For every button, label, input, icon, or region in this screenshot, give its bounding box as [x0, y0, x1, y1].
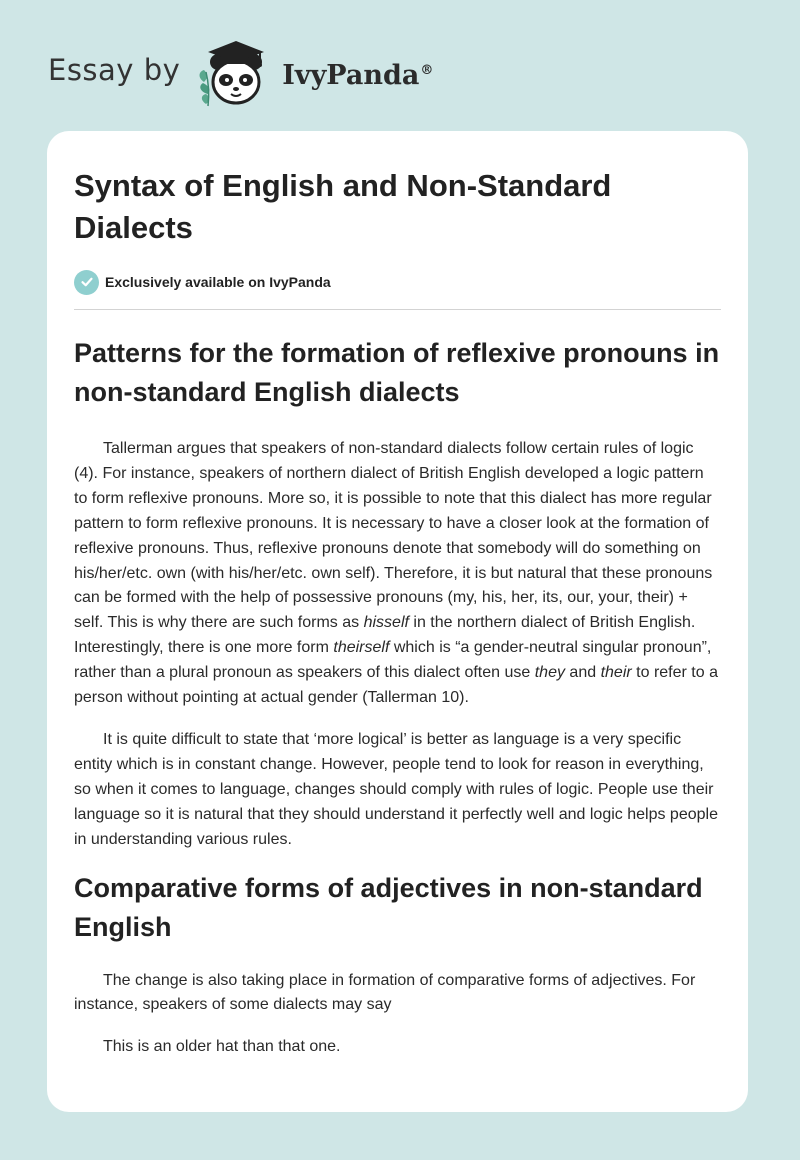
example-sentence	[74, 1035, 721, 1060]
title-divider	[74, 309, 721, 310]
text-run: This is an older hat than that one.	[103, 1038, 341, 1056]
text-run: Tallerman argues that speakers of non-standard dialects follow certain rules of logic (4). For instance, speakers of northern dialect of British English developed a logic pattern to form reflexive pronouns. More so, it is possible to note that this dialect has more regular pattern to form reflexive pronouns. It is necessary to have a closer look at the formation of reflexive pronouns. Thus, reflexive pronouns denote that somebody will do something on his/her/etc. own (with his/her/etc. own self). Therefore, it is but natural that these pronouns can be formed with the help of possessive pronouns (my, his, her, its, our, your, their) + self. This is why there are such forms as	[74, 440, 713, 632]
article-title: Syntax of English and Non-Standard Dialects	[74, 168, 612, 245]
italic-term: theirself	[333, 639, 390, 657]
text-run: The change is also taking place in formation of comparative forms of adjectives. For instance, speakers of some dialects may say	[74, 971, 696, 1014]
article-card	[47, 131, 748, 1112]
brand-prefix: Essay by	[48, 53, 181, 87]
paragraph	[74, 969, 721, 1019]
panda-graduate-icon	[194, 38, 276, 108]
italic-term: their	[600, 664, 632, 682]
badge-text: Exclusively available on IvyPanda	[105, 274, 331, 290]
paragraph	[74, 728, 721, 853]
brand-header[interactable]	[48, 38, 433, 108]
text-run: It is quite difficult to state that ‘more logical’ is better as language is a very specific entity which is in constant change. However, people tend to look for reason in everything, so when it comes to language, changes should comply with rules of logic. People use their language so it is natural that they should understand it perfectly well and logic helps people in understanding various rules.	[74, 730, 718, 848]
brand-name: IvyPanda®	[282, 59, 434, 91]
italic-term: hisself	[363, 614, 409, 632]
text-run: and	[564, 664, 601, 682]
text-run: which is “a gender-neutral singular pronoun”, rather than a plural pronoun as speakers of this dialect often use	[74, 639, 712, 682]
paragraph	[74, 437, 721, 711]
section-heading: Comparative forms of adjectives in non-standard English	[74, 872, 703, 942]
section-heading: Patterns for the formation of reflexive pronouns in non-standard English dialects	[74, 338, 720, 407]
text-run: to refer to a person without pointing at actual gender (Tallerman 10).	[74, 664, 718, 707]
italic-term: they	[534, 664, 565, 682]
exclusive-badge	[74, 269, 721, 295]
check-circle-icon	[74, 270, 99, 295]
text-run: in the northern dialect of British English. Interestingly, there is one more form	[74, 614, 696, 657]
